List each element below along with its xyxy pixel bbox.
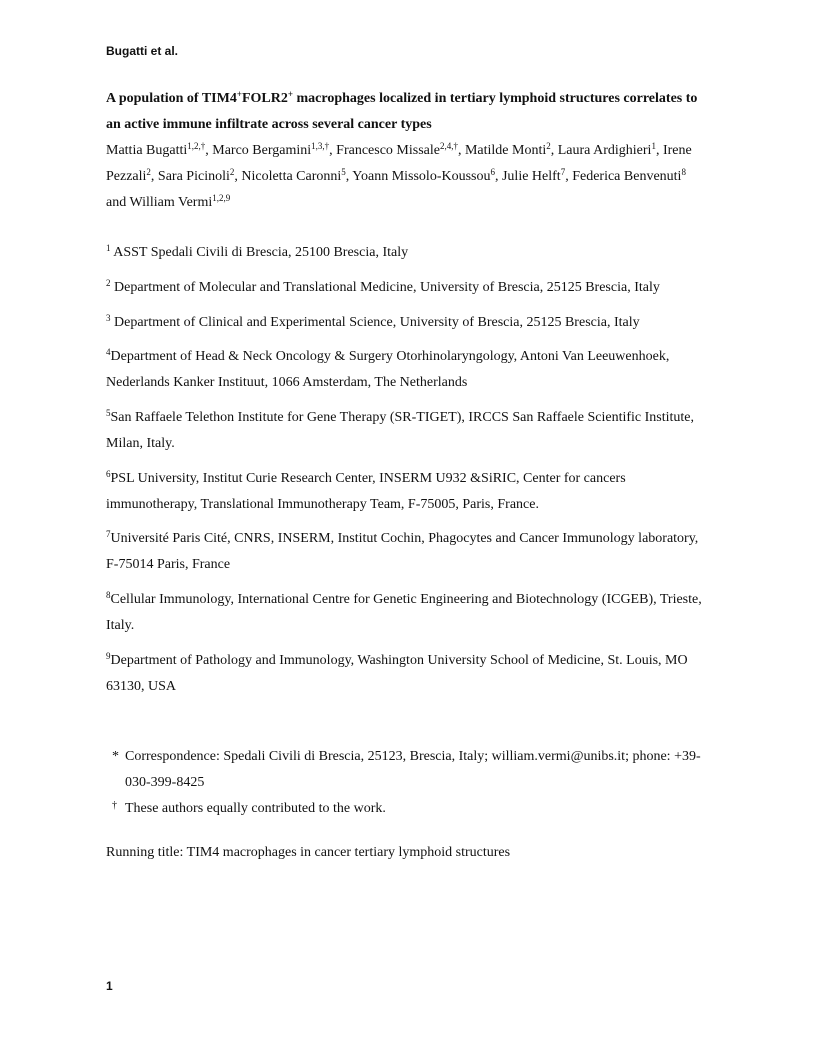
- author: Francesco Missale$^{2,4,\dagger}$,: [336, 141, 465, 158]
- author: Mattia Bugatti$^{1,2,\dagger}$,: [106, 141, 213, 158]
- affiliation-6: $^6$PSL University, Institut Curie Research Center, INSERM U932 &SiRIC, Center for cancers immunotherapy, Translational Immunotherapy Team, F-75005, Paris, France.: [106, 469, 626, 512]
- author: Yoann Missolo-Koussou$^6$,: [352, 167, 502, 184]
- correspondence-note: [112, 744, 712, 796]
- affiliation-5: $^5$San Raffaele Telethon Institute for Gene Therapy (SR-TIGET), IRCCS San Raffaele Scientific Institute, Milan, Italy.: [106, 408, 695, 451]
- running-title: Running title: TIM4 macrophages in cancer tertiary lymphoid structures: [106, 845, 511, 860]
- paper-title: [106, 86, 706, 138]
- title-part-3: macrophages localized in tertiary lymphoid structures correlates to an active immune infiltrate across several cancer types: [106, 91, 698, 132]
- author-list: [106, 138, 706, 216]
- dagger-mark: †: [112, 800, 117, 811]
- title-sup-2: +: [287, 89, 294, 99]
- author: Julie Helft$^7$,: [501, 167, 573, 184]
- footnotes: [112, 744, 712, 822]
- author: Marco Bergamini$^{1,3,\dagger}$,: [212, 141, 337, 158]
- correspondence-text: Correspondence: Spedali Civili di Brescia, 25123, Brescia, Italy; william.vermi@unibs.it; phone: +39-030-399-8425: [125, 749, 701, 790]
- author: William Vermi$^{1,2,9}$: [129, 193, 231, 210]
- running-head: Bugatti et al.: [106, 44, 179, 58]
- equal-contribution-note: [112, 796, 712, 822]
- affiliation-1: $^1$ ASST Spedali Civili di Brescia, 25100 Brescia, Italy: [106, 243, 409, 260]
- page-number: 1: [106, 979, 113, 993]
- affiliation-7: $^7$Université Paris Cité, CNRS, INSERM, Institut Cochin, Phagocytes and Cancer Immunology laboratory, F-75014 Paris, France: [106, 529, 699, 572]
- affiliation-3: $^3$ Department of Clinical and Experimental Science, University of Brescia, 25125 Brescia, Italy: [106, 313, 640, 330]
- author: Federica Benvenuti$^8$ and: [106, 167, 686, 210]
- title-part-2: FOLR2: [241, 91, 288, 106]
- affiliation-4: $^4$Department of Head & Neck Oncology & Surgery Otorhinolaryngology, Antoni Van Leeuwenhoek, Nederlands Kanker Instituut, 1066 Amsterdam, The Netherlands: [106, 347, 670, 390]
- title-part-1: A population of TIM4: [106, 91, 237, 106]
- affiliation-8: $^8$Cellular Immunology, International Centre for Genetic Engineering and Biotechnology (ICGEB), Trieste, Italy.: [106, 590, 702, 633]
- author: Nicoletta Caronni$^5$,: [241, 167, 353, 184]
- author: Irene Pezzali$^2$,: [106, 143, 692, 184]
- equal-contribution-text: These authors equally contributed to the work.: [125, 801, 386, 816]
- author: Sara Picinoli$^2$,: [157, 167, 242, 184]
- asterisk-mark: *: [112, 749, 119, 764]
- title-sup-1: +: [236, 89, 242, 99]
- affiliation-2: $^2$ Department of Molecular and Translational Medicine, University of Brescia, 25125 Brescia, Italy: [106, 278, 660, 295]
- author: Laura Ardighieri$^1$,: [557, 141, 663, 158]
- author: Matilde Monti$^2$,: [464, 141, 558, 158]
- affiliation-9: $^9$Department of Pathology and Immunology, Washington University School of Medicine, St. Louis, MO 63130, USA: [106, 651, 688, 694]
